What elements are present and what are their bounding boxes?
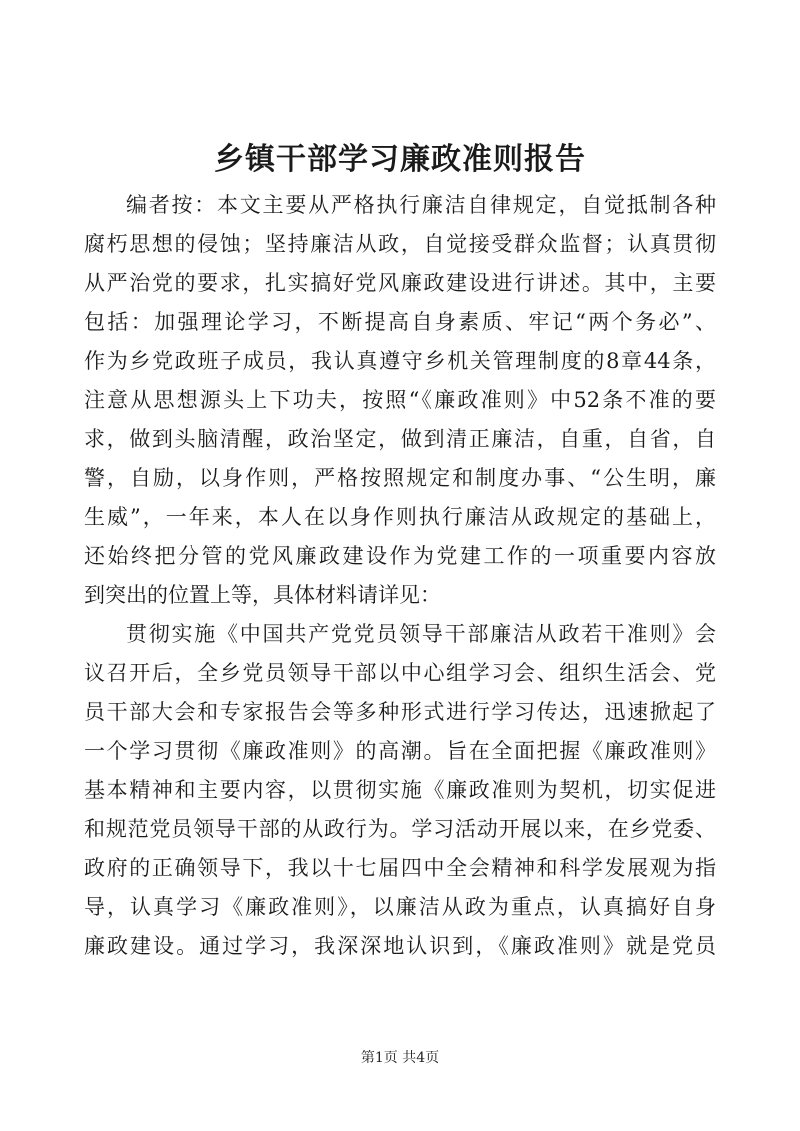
text-line: 作为乡党政班子成员，我认真遵守乡机关管理制度的8章44条，: [84, 349, 716, 373]
text-line: 导，认真学习《廉政准则》，以廉洁从政为重点，认真搞好自身: [84, 895, 716, 919]
text-line: 编者按：本文主要从严格执行廉洁自律规定，自觉抵制各种: [126, 193, 716, 217]
text-line: 还始终把分管的党风廉政建设作为党建工作的一项重要内容放: [84, 544, 716, 568]
text-line: 基本精神和主要内容，以贯彻实施《廉政准则为契机，切实促进: [84, 778, 716, 802]
paragraph-2: [84, 615, 716, 966]
page-number-footer: 第1页 共4页: [360, 1050, 440, 1066]
text-line: 警，自励，以身作则，严格按照规定和制度办事、“公生明，廉: [84, 466, 716, 490]
text-line: 和规范党员领导干部的从政行为。学习活动开展以来，在乡党委、: [84, 817, 716, 841]
text-line: 政府的正确领导下，我以十七届四中全会精神和科学发展观为指: [84, 856, 716, 880]
text-line: 求，做到头脑清醒，政治坚定，做到清正廉洁，自重，自省，自: [84, 427, 716, 451]
text-line: 到突出的位置上等，具体材料请详见：: [84, 583, 441, 607]
text-line: 腐朽思想的侵蚀；坚持廉洁从政，自觉接受群众监督；认真贯彻: [84, 232, 716, 256]
text-line: 廉政建设。通过学习，我深深地认识到，《廉政准则》就是党员: [84, 934, 716, 958]
text-line: 从严治党的要求，扎实搞好党风廉政建设进行讲述。其中，主要: [84, 271, 716, 295]
text-line: 包括：加强理论学习，不断提高自身素质、牢记“两个务必”、: [84, 310, 716, 334]
text-line: 一个学习贯彻《廉政准则》的高潮。旨在全面把握《廉政准则》: [84, 739, 716, 763]
text-line: 员干部大会和专家报告会等多种形式进行学习传达，迅速掀起了: [84, 700, 716, 724]
text-line: 注意从思想源头上下功夫，按照“《廉政准则》中52条不准的要: [84, 388, 716, 412]
document-body: [84, 186, 716, 966]
document-title: 乡镇干部学习廉政准则报告: [214, 142, 586, 177]
text-line: 议召开后，全乡党员领导干部以中心组学习会、组织生活会、党: [84, 661, 716, 685]
paragraph-1: [84, 186, 716, 615]
text-line: 贯彻实施《中国共产党党员领导干部廉洁从政若干准则》会: [126, 622, 716, 646]
text-line: 生威”，一年来，本人在以身作则执行廉洁从政规定的基础上，: [84, 505, 716, 529]
